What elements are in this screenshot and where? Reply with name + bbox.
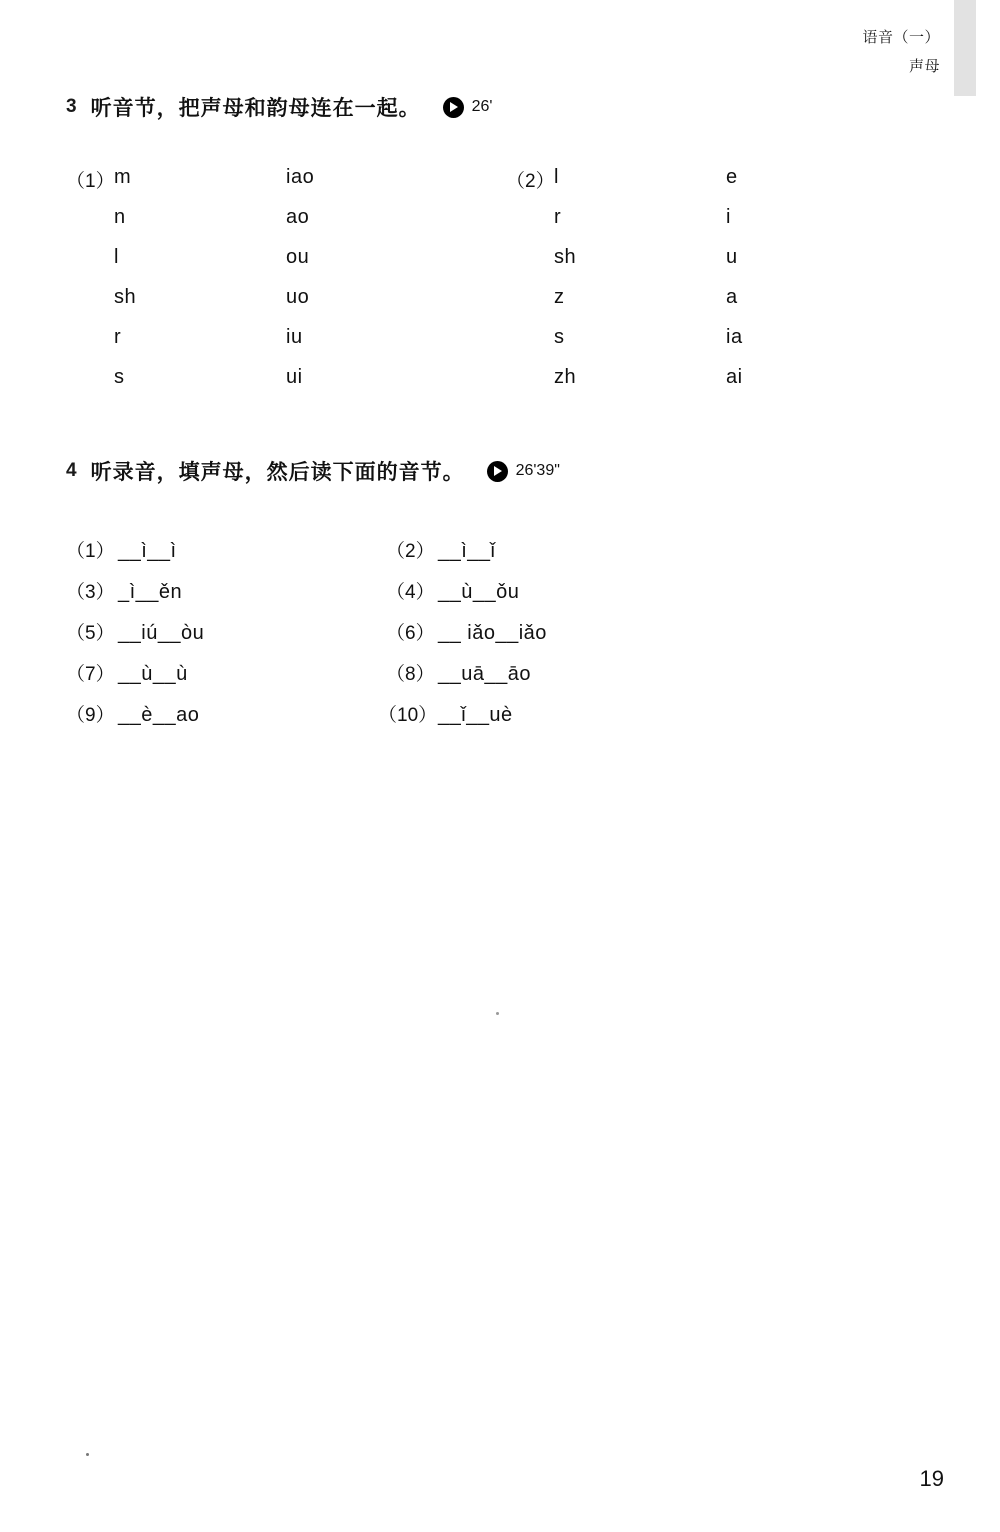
initial-item[interactable]: z	[554, 286, 565, 308]
final-item[interactable]: e	[726, 166, 738, 188]
match-column-2-label: （2）	[506, 171, 555, 192]
page-header	[862, 24, 940, 81]
final-item[interactable]: iao	[286, 166, 315, 188]
page-corner-dot	[86, 1453, 89, 1456]
exercise-3-number: 3	[66, 96, 77, 117]
match-row[interactable]	[554, 286, 846, 326]
exercise-3-audio[interactable]	[443, 97, 493, 118]
blank-index: （2）	[386, 541, 435, 562]
blank-index: （10）	[378, 705, 438, 726]
match-row[interactable]	[554, 326, 846, 366]
initial-item[interactable]: r	[554, 206, 562, 228]
blank-item[interactable]	[66, 659, 188, 686]
initial-item[interactable]: s	[114, 366, 125, 388]
match-row[interactable]	[114, 326, 406, 366]
exercise-4-audio[interactable]	[487, 461, 560, 482]
blank-value[interactable]: __ù__ù	[118, 663, 188, 685]
blank-value[interactable]: __ì__ǐ	[438, 540, 496, 562]
page-mark-dot	[496, 1012, 499, 1015]
blank-item[interactable]	[386, 659, 531, 686]
match-row[interactable]	[554, 366, 846, 406]
blank-item[interactable]	[378, 700, 513, 727]
play-icon[interactable]	[487, 461, 508, 482]
final-item[interactable]: i	[726, 206, 731, 228]
exercise-4-title	[0, 456, 1000, 486]
match-row[interactable]	[114, 246, 406, 286]
match-row[interactable]	[114, 366, 406, 406]
final-item[interactable]: ao	[286, 206, 310, 228]
match-row[interactable]	[114, 286, 406, 326]
blank-item[interactable]	[66, 618, 204, 645]
blank-value[interactable]: __iú__òu	[118, 622, 205, 644]
initial-item[interactable]: s	[554, 326, 565, 348]
exercise-3-title	[0, 92, 1000, 122]
blank-index: （5）	[66, 623, 115, 644]
blank-item[interactable]	[66, 577, 182, 604]
final-item[interactable]: ai	[726, 366, 743, 388]
header-accent-bar	[954, 0, 976, 96]
blank-index: （1）	[66, 541, 115, 562]
page-number: 19	[919, 1466, 944, 1491]
exercise-3-audio-time: 26'	[471, 98, 493, 115]
blank-item[interactable]	[66, 700, 199, 727]
initial-item[interactable]: zh	[554, 366, 577, 388]
blank-value[interactable]: __ì__ì	[118, 540, 177, 562]
final-item[interactable]: uo	[286, 286, 310, 308]
exercise-4-number: 4	[66, 460, 77, 481]
match-column-1-label: （1）	[66, 171, 115, 192]
match-row[interactable]	[554, 206, 846, 246]
initial-item[interactable]: l	[554, 166, 559, 188]
final-item[interactable]: a	[726, 286, 738, 308]
header-subsection-title: 声母	[908, 57, 940, 75]
blank-item[interactable]	[386, 536, 496, 563]
exercise-3-instruction: 听音节，把声母和韵母连在一起。	[90, 97, 421, 120]
blank-value[interactable]: __ iǎo__iǎo	[438, 622, 547, 644]
blank-index: （3）	[66, 582, 115, 603]
blank-item[interactable]	[386, 577, 519, 604]
match-row[interactable]	[554, 166, 846, 206]
initial-item[interactable]: m	[114, 166, 132, 188]
final-item[interactable]: ui	[286, 366, 303, 388]
final-item[interactable]: ia	[726, 326, 743, 348]
final-item[interactable]: u	[726, 246, 738, 268]
initial-item[interactable]: sh	[114, 286, 137, 308]
initial-item[interactable]: n	[114, 206, 126, 228]
blank-value[interactable]: __è__ao	[118, 704, 200, 726]
match-column-1-rows	[114, 166, 406, 406]
play-icon[interactable]	[443, 97, 464, 118]
blank-value[interactable]: _ì__ěn	[118, 581, 183, 603]
blank-value[interactable]: __uā__āo	[438, 663, 531, 685]
exercise-4-audio-time: 26'39"	[515, 462, 560, 479]
match-column-2-rows	[554, 166, 846, 406]
exercise-4	[0, 456, 1000, 726]
final-item[interactable]: iu	[286, 326, 303, 348]
match-row[interactable]	[114, 166, 406, 206]
match-row[interactable]	[114, 206, 406, 246]
blank-index: （4）	[386, 582, 435, 603]
initial-item[interactable]: l	[114, 246, 119, 268]
exercise-3-match-area	[0, 166, 1000, 416]
match-row[interactable]	[554, 246, 846, 286]
final-item[interactable]: ou	[286, 246, 310, 268]
blank-index: （8）	[386, 664, 435, 685]
blank-value[interactable]: __ǐ__uè	[438, 704, 513, 726]
header-section-title: 语音（一）	[862, 29, 940, 46]
blank-item[interactable]	[66, 536, 177, 563]
blank-index: （7）	[66, 664, 115, 685]
exercise-3	[0, 92, 1000, 416]
blank-index: （9）	[66, 705, 115, 726]
exercise-4-instruction: 听录音，填声母，然后读下面的音节。	[90, 461, 465, 484]
blank-item[interactable]	[386, 618, 547, 645]
initial-item[interactable]: sh	[554, 246, 577, 268]
blank-index: （6）	[386, 623, 435, 644]
blank-value[interactable]: __ù__ǒu	[438, 581, 520, 603]
initial-item[interactable]: r	[114, 326, 122, 348]
